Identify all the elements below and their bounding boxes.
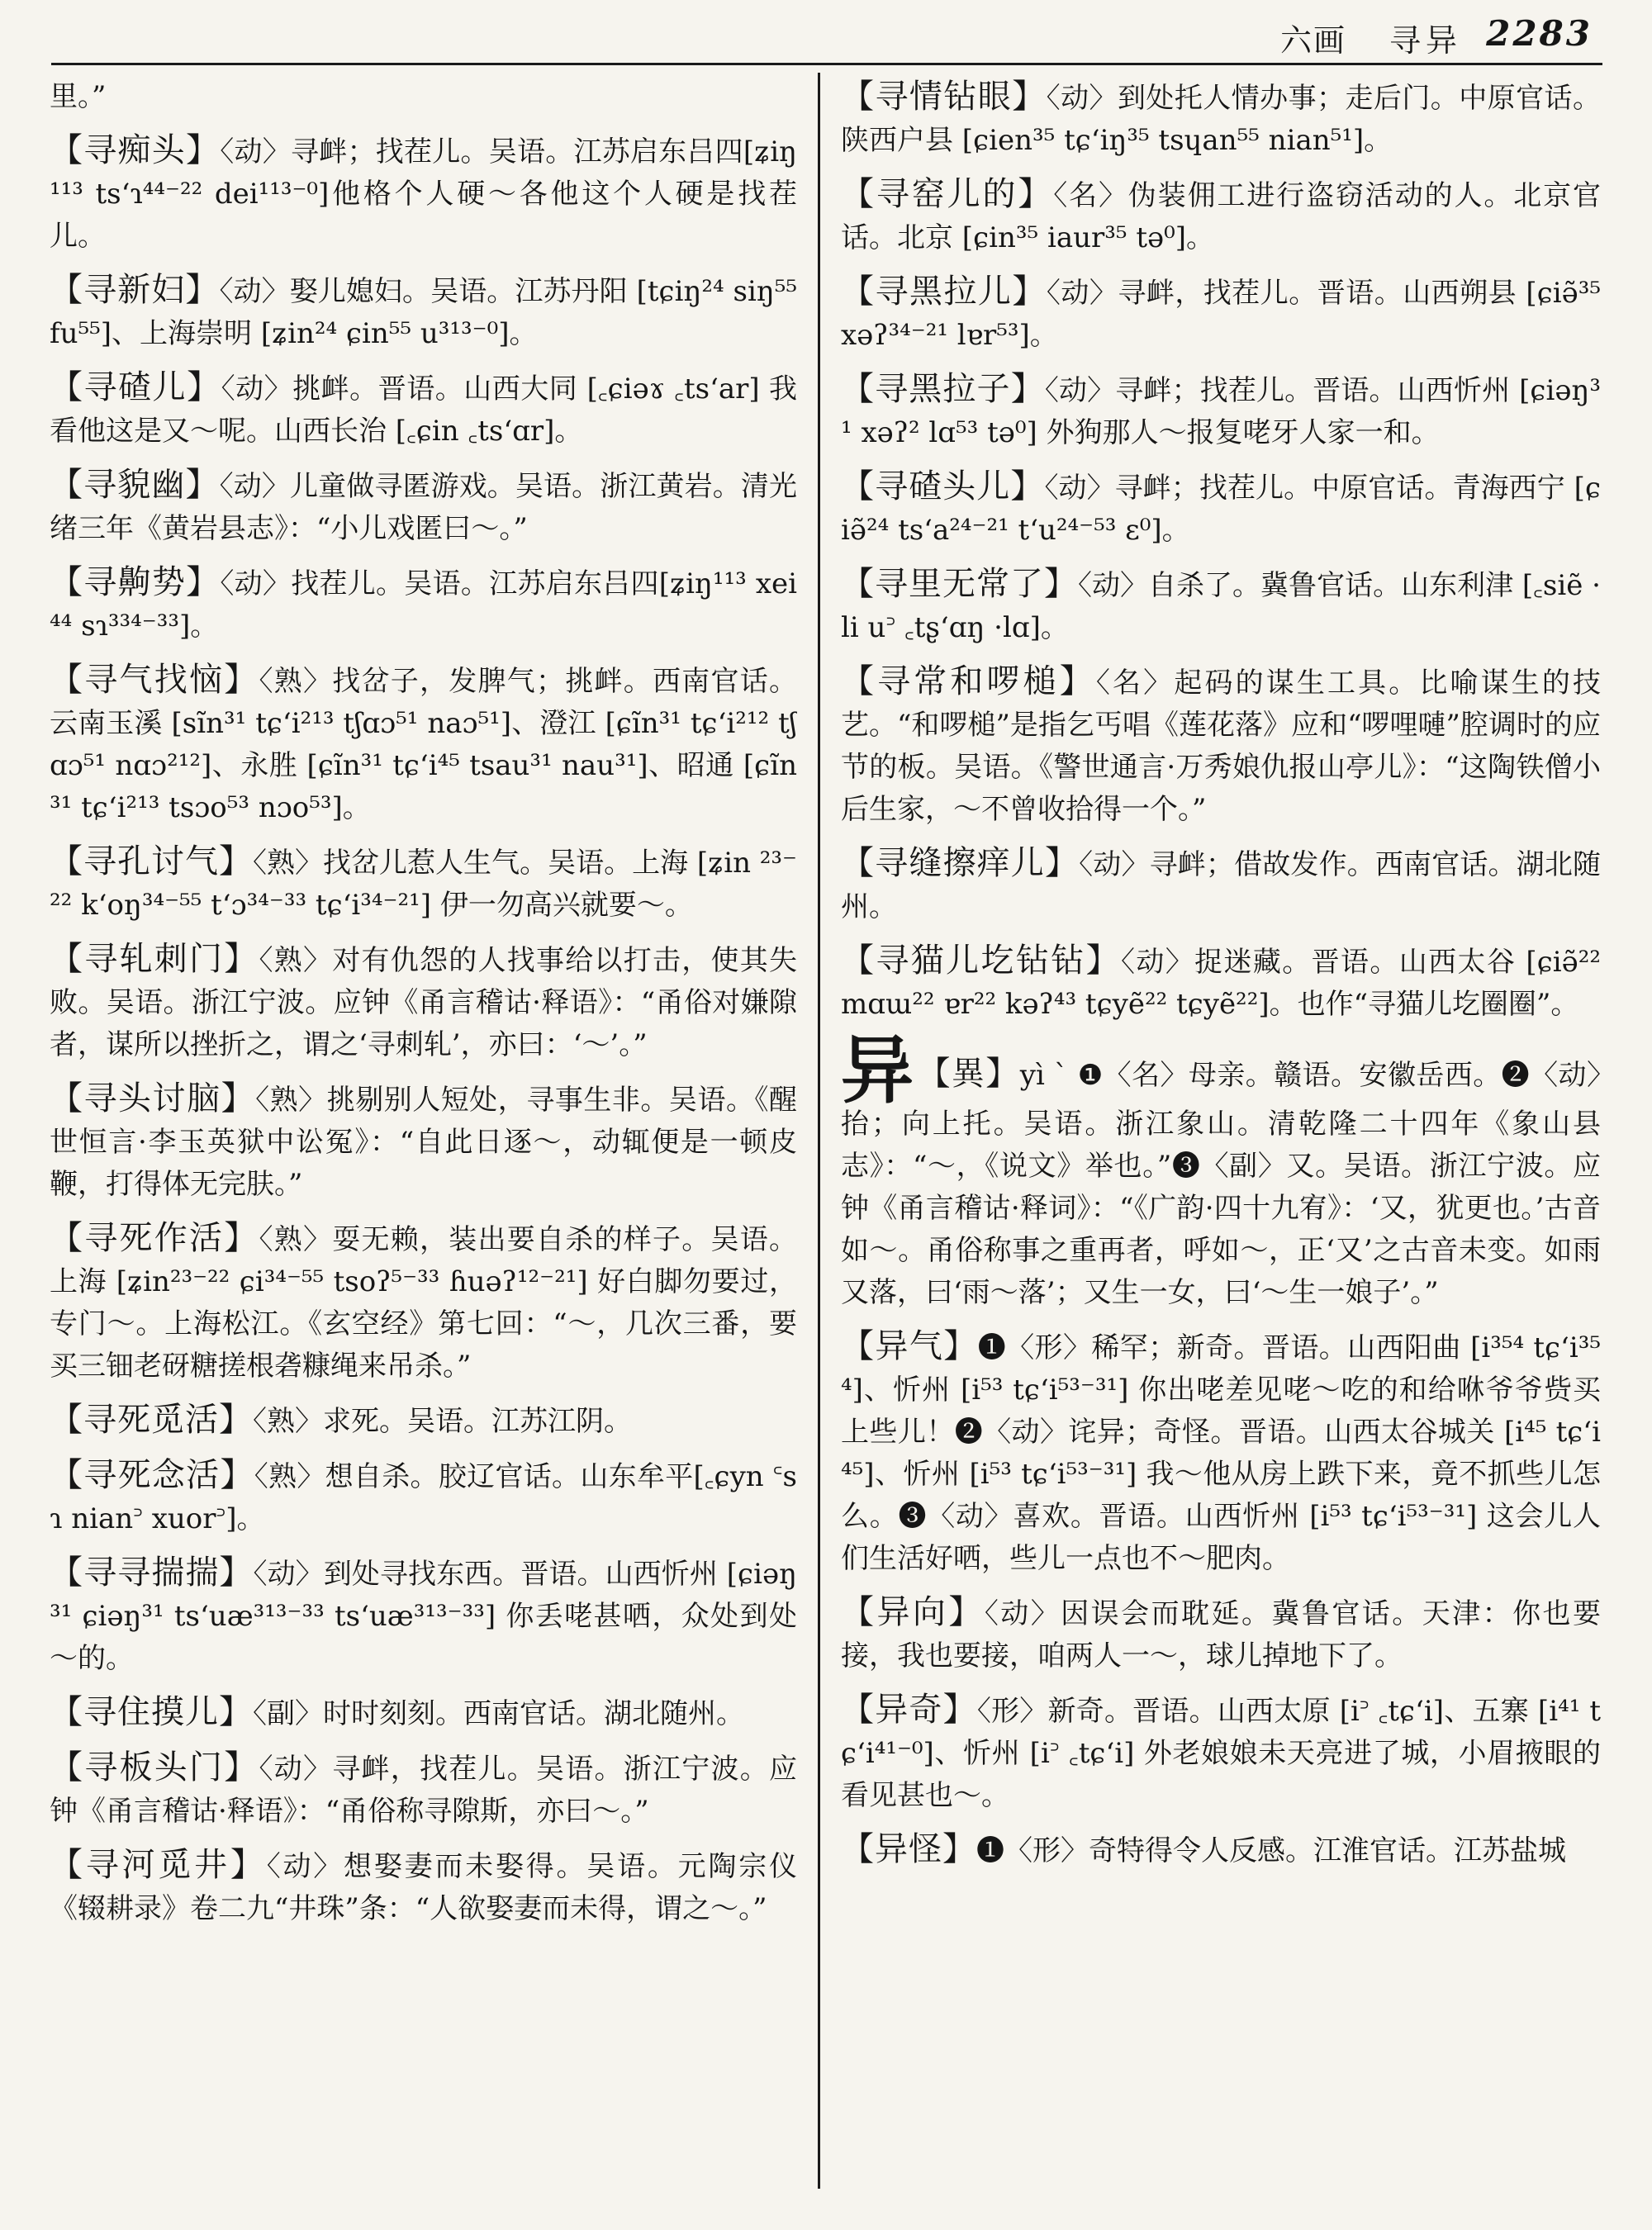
- entry-headword: 【寻寻揣揣】: [50, 1554, 254, 1592]
- entry-headword: 【寻死觅活】: [50, 1401, 253, 1439]
- entry-headword: 【寻黑拉儿】: [841, 273, 1047, 311]
- entry-definition: 〈熟〉想自杀。胶辽官话。山东牟平[꜀ɕyn ꜂sɿ nian꜄ xuor꜄]。: [50, 1460, 797, 1535]
- dictionary-entry: [841, 1592, 1601, 1677]
- entry-definition: 〈动〉寻衅；找茬儿。晋语。山西忻州 [ɕiəŋ³¹ xəʔ² lɑ⁵³ tə⁰] 外狗那人～报复咾牙人家一和。: [841, 374, 1601, 449]
- entry-headword: 【寻碴儿】: [50, 368, 221, 406]
- entry-definition: 〈熟〉耍无赖，装出要自杀的样子。吴语。上海 [ʑin²³⁻²² ɕi³⁴⁻⁵⁵ tsoʔ⁵⁻³³ ɦuəʔ¹²⁻²¹] 好白脚勿要过，专门～。上海松江。《玄空经》第七回：“～，几次三番，要买三钿老砑糖搓根砻糠绳来吊杀。”: [50, 1223, 797, 1383]
- entry-definition: 〈副〉时时刻刻。西南官话。湖北随州。: [253, 1697, 744, 1730]
- entry-definition: 〈动〉到处寻找东西。晋语。山西忻州 [ɕiəŋ³¹ ɕiəŋ³¹ tsʻuæ³¹³⁻³³ tsʻuæ³¹³⁻³³] 你丢咾甚哂，众处到处～的。: [50, 1558, 797, 1675]
- entry-definition: ❶〈形〉奇特得令人反感。江淮官话。江苏盐城: [976, 1834, 1566, 1867]
- header-section: 六画: [1279, 22, 1346, 59]
- dictionary-entry: [50, 1691, 797, 1735]
- dictionary-entry: [841, 173, 1601, 259]
- dictionary-entry: [50, 938, 797, 1066]
- left-column: [50, 76, 797, 2215]
- entry-definition: 〈熟〉对有仇怨的人找事给以打击，使其失败。吴语。浙江宁波。应钟《甬言稽诂·释语》：“甬俗对嫌隙者，谋所以挫折之，谓之‘寻刺轧’，亦曰：‘～’。”: [50, 944, 797, 1061]
- entry-headword: 【寻住摸儿】: [50, 1693, 253, 1731]
- entry-definition: 〈熟〉挑剔别人短处，寻事生非。吴语。《醒世恒言·李玉英狱中讼冤》：“自此日逐～，动辄便是一顿皮鞭，打得体无完肤。”: [50, 1084, 797, 1201]
- entry-headword: 【寻轧刺门】: [50, 940, 259, 978]
- entry-definition: 〈动〉寻衅，找茬儿。晋语。山西朔县 [ɕiə̃³⁵ xəʔ³⁴⁻²¹ lɐr⁵³]。: [841, 277, 1601, 352]
- dictionary-entry: [50, 464, 797, 550]
- dictionary-entry: [50, 562, 797, 648]
- entry-definition: ❶〈形〉稀罕；新奇。晋语。山西阳曲 [i³⁵⁴ tɕʻi³⁵⁴]、忻州 [i⁵³ tɕʻi⁵³⁻³¹] 你出咾差见咾～吃的和给咻爷爷赀买上些儿！❷〈动〉诧异；奇怪。晋语。山西太谷城关 [i⁴⁵ tɕʻi⁴⁵]、忻州 [i⁵³ tɕʻi⁵³⁻³¹] 我～他从房上跌下来，竟不抓些儿怎么。❸〈动〉喜欢。晋语。山西忻州 [i⁵³ tɕʻi⁵³⁻³¹] 这会儿人们生活好哂，些儿一点也不～肥肉。: [841, 1331, 1601, 1575]
- entry-definition: 〈名〉起码的谋生工具。比喻谋生的技艺。“和啰槌”是指乞丐唱《莲花落》应和“啰哩嗹”腔调时的应节的板。吴语。《警世通言·万秀娘仇报山亭儿》：“这陶铁僧小后生家，～不曾收拾得一个。”: [841, 667, 1601, 826]
- entry-definition: 〈动〉挑衅。晋语。山西大同 [꜀ɕiəɤ ꜀tsʻar] 我看他这是又～呢。山西长治 [꜀ɕin ꜀tsʻɑr]。: [50, 372, 797, 448]
- entry-headword: 【寻气找恼】: [50, 661, 259, 699]
- dictionary-entry: [50, 1747, 797, 1833]
- dictionary-entry: [841, 271, 1601, 357]
- entry-definition: 〈形〉新奇。晋语。山西太原 [i꜄ ꜀tɕʻi]、五寨 [i⁴¹ tɕʻi⁴¹⁻⁰]、忻州 [i꜄ ꜀tɕʻi] 外老娘娘未天亮进了城，小眉掖眼的看见甚也～。: [841, 1695, 1601, 1812]
- entry-definition: 〈动〉捉迷藏。晋语。山西太谷 [ɕiə̃²² mɑɯ²² ɐr²² kəʔ⁴³ tɕyẽ²² tɕyẽ²²]。也作“寻猫儿圪圈圈”。: [841, 946, 1601, 1021]
- dictionary-entry: [841, 940, 1601, 1026]
- entry-headword: 【寻孔讨气】: [50, 842, 254, 880]
- entry-headword: 【寻齁势】: [50, 563, 221, 601]
- dictionary-entry: [841, 466, 1601, 552]
- column-divider: [818, 73, 820, 2189]
- dictionary-entry: [50, 130, 797, 258]
- headcharacter-entry: [841, 1027, 1601, 1314]
- header-rule: [51, 63, 1602, 65]
- entry-definition: 〈动〉因误会而耽延。冀鲁官话。天津：你也要接，我也要接，咱两人一～，球儿掉地下了。: [841, 1597, 1601, 1672]
- entry-definition: 〈熟〉找岔子，发脾气；挑衅。西南官话。云南玉溪 [sĩn³¹ tɕʻi²¹³ tʃɑɔ⁵¹ naɔ⁵¹]、澄江 [ɕĩn³¹ tɕʻi²¹² tʃɑɔ⁵¹ nɑɔ²¹²]、永胜 [ɕĩn³¹ tɕʻi⁴⁵ tsau³¹ nau³¹]、昭通 [ɕĩn³¹ tɕʻi²¹³ tsɔo⁵³ nɔo⁵³]。: [50, 665, 797, 824]
- dictionary-entry: [50, 1844, 797, 1930]
- entry-headword: 【寻死作活】: [50, 1219, 259, 1257]
- entry-headword: 【寻黑拉子】: [841, 370, 1045, 408]
- entry-definition: 〈动〉娶儿媳妇。吴语。江苏丹阳 [tɕiŋ²⁴ siŋ⁵⁵ fu⁵⁵]、上海崇明 [ʑin²⁴ ɕin⁵⁵ u³¹³⁻⁰]。: [50, 275, 797, 350]
- entry-definition: 〈熟〉找岔儿惹人生气。吴语。上海 [ʑin ²³⁻²² kʻoŋ³⁴⁻⁵⁵ tʻɔ³⁴⁻³³ tɕʻi³⁴⁻²¹] 伊一勿高兴就要～。: [50, 847, 797, 922]
- entry-headword: 【异向】: [841, 1593, 985, 1631]
- entry-definition: 〈动〉想娶妻而未娶得。吴语。元陶宗仪《辍耕录》卷二九“井珠”条：“人欲娶妻而未得，谓之～。”: [50, 1850, 797, 1925]
- entry-headword: 【寻痴头】: [50, 131, 221, 169]
- page-number: 2283: [1486, 13, 1593, 54]
- entry-definition: 〈动〉寻衅；找茬儿。中原官话。青海西宁 [ɕiə̃²⁴ tsʻa²⁴⁻²¹ tʻu²⁴⁻⁵³ ɛ⁰]。: [841, 472, 1601, 547]
- dictionary-entry: [841, 842, 1601, 928]
- entry-definition: 〈动〉寻衅，找茬儿。吴语。浙江宁波。应钟《甬言稽诂·释语》：“甬俗称寻隙斯，亦曰～。”: [50, 1753, 797, 1828]
- dictionary-entry: [50, 1552, 797, 1680]
- entry-headword: 【异怪】: [841, 1830, 976, 1868]
- dictionary-entry: [841, 661, 1601, 831]
- dictionary-entry: [841, 1829, 1601, 1872]
- dictionary-entry: [50, 659, 797, 829]
- header-head-characters: 寻异: [1389, 22, 1462, 59]
- entry-headword: 【异奇】: [841, 1691, 977, 1729]
- dictionary-entry: [50, 841, 797, 927]
- entry-definition: 〈熟〉求死。吴语。江苏江阴。: [253, 1405, 632, 1438]
- entry-headword: 【寻常和啰槌】: [841, 662, 1096, 700]
- entry-headword: 【寻里无常了】: [841, 565, 1079, 603]
- dictionary-entry: [50, 1078, 797, 1206]
- right-column: [841, 76, 1601, 2215]
- entry-headword: 【寻情钻眼】: [841, 78, 1047, 116]
- dictionary-entry: [841, 76, 1601, 162]
- entry-headword: 【寻缝擦痒儿】: [841, 844, 1080, 882]
- entry-headword: 【寻头讨脑】: [50, 1079, 256, 1117]
- dictionary-entry: [841, 1326, 1601, 1580]
- entry-headword: 【寻新妇】: [50, 271, 220, 309]
- head-character: 异: [841, 1027, 914, 1113]
- entry-definition: 〈动〉儿童做寻匿游戏。吴语。浙江黄岩。清光绪三年《黄岩县志》：“小儿戏匿曰～。”: [50, 470, 797, 545]
- entry-definition: 〈动〉到处托人情办事；走后门。中原官话。陕西户县 [ɕien³⁵ tɕʻiŋ³⁵ tsɥan⁵⁵ nian⁵¹]。: [841, 82, 1601, 157]
- entry-headword: 【异气】: [841, 1327, 978, 1365]
- entry-definition: 〈动〉寻衅；找茬儿。吴语。江苏启东吕四[ʑiŋ¹¹³ tsʻɿ⁴⁴⁻²² dei¹¹³⁻⁰]他格个人硬～各他这个人硬是找茬儿。: [50, 135, 797, 253]
- dictionary-entry: [50, 1399, 797, 1443]
- entry-definition: 〈动〉寻衅；借故发作。西南官话。湖北随州。: [841, 848, 1601, 923]
- entry-headword: 【寻板头门】: [50, 1748, 259, 1786]
- entry-definition: 〈动〉找茬儿。吴语。江苏启东吕四[ʑiŋ¹¹³ xei⁴⁴ sɿ³³⁴⁻³³]。: [50, 567, 797, 643]
- entry-headword: 【寻貌幽】: [50, 466, 220, 504]
- entry-headword: 【寻河觅井】: [50, 1846, 267, 1884]
- dictionary-entry: [50, 1217, 797, 1388]
- traditional-form: 【異】: [917, 1055, 1020, 1093]
- dictionary-entry: [50, 1454, 797, 1540]
- dictionary-entry: [841, 1689, 1601, 1817]
- entry-continuation: 里。”: [50, 80, 107, 113]
- dictionary-entry: [50, 269, 797, 355]
- entry-definition: 〈动〉自杀了。冀鲁官话。山东利津 [꜀siẽ ·li u꜄ ꜀tʂʻɑŋ ·lɑ]。: [841, 569, 1601, 644]
- dictionary-entry: [841, 368, 1601, 454]
- dictionary-entry: [841, 563, 1601, 649]
- entry-headword: 【寻碴头儿】: [841, 467, 1045, 505]
- page-header: [0, 0, 1652, 66]
- entry-definition: 〈名〉伪装佣工进行盗窃活动的人。北京官话。北京 [ɕin³⁵ iaur³⁵ tə⁰]。: [841, 179, 1601, 254]
- entry-headword: 【寻猫儿圪钻钻】: [841, 942, 1121, 980]
- entry-headword: 【寻死念活】: [50, 1456, 254, 1494]
- entry-definition: yì ˋ ❶〈名〉母亲。赣语。安徽岳西。❷〈动〉抬；向上托。吴语。浙江象山。清乾隆二十四年《象山县志》：“～，《说文》举也。”❸〈副〉又。吴语。浙江宁波。应钟《甬言稽诂·释词》：“《广韵·四十九宥》：‘又，犹更也。’古音如～。甬俗称事之重再者，呼如～，正‘又’之古音未变。如雨又落，曰‘雨～落’；又生一女，曰‘～生一娘子’。”: [841, 1059, 1601, 1309]
- entry-headword: 【寻窑儿的】: [841, 175, 1054, 213]
- dictionary-entry: [50, 367, 797, 453]
